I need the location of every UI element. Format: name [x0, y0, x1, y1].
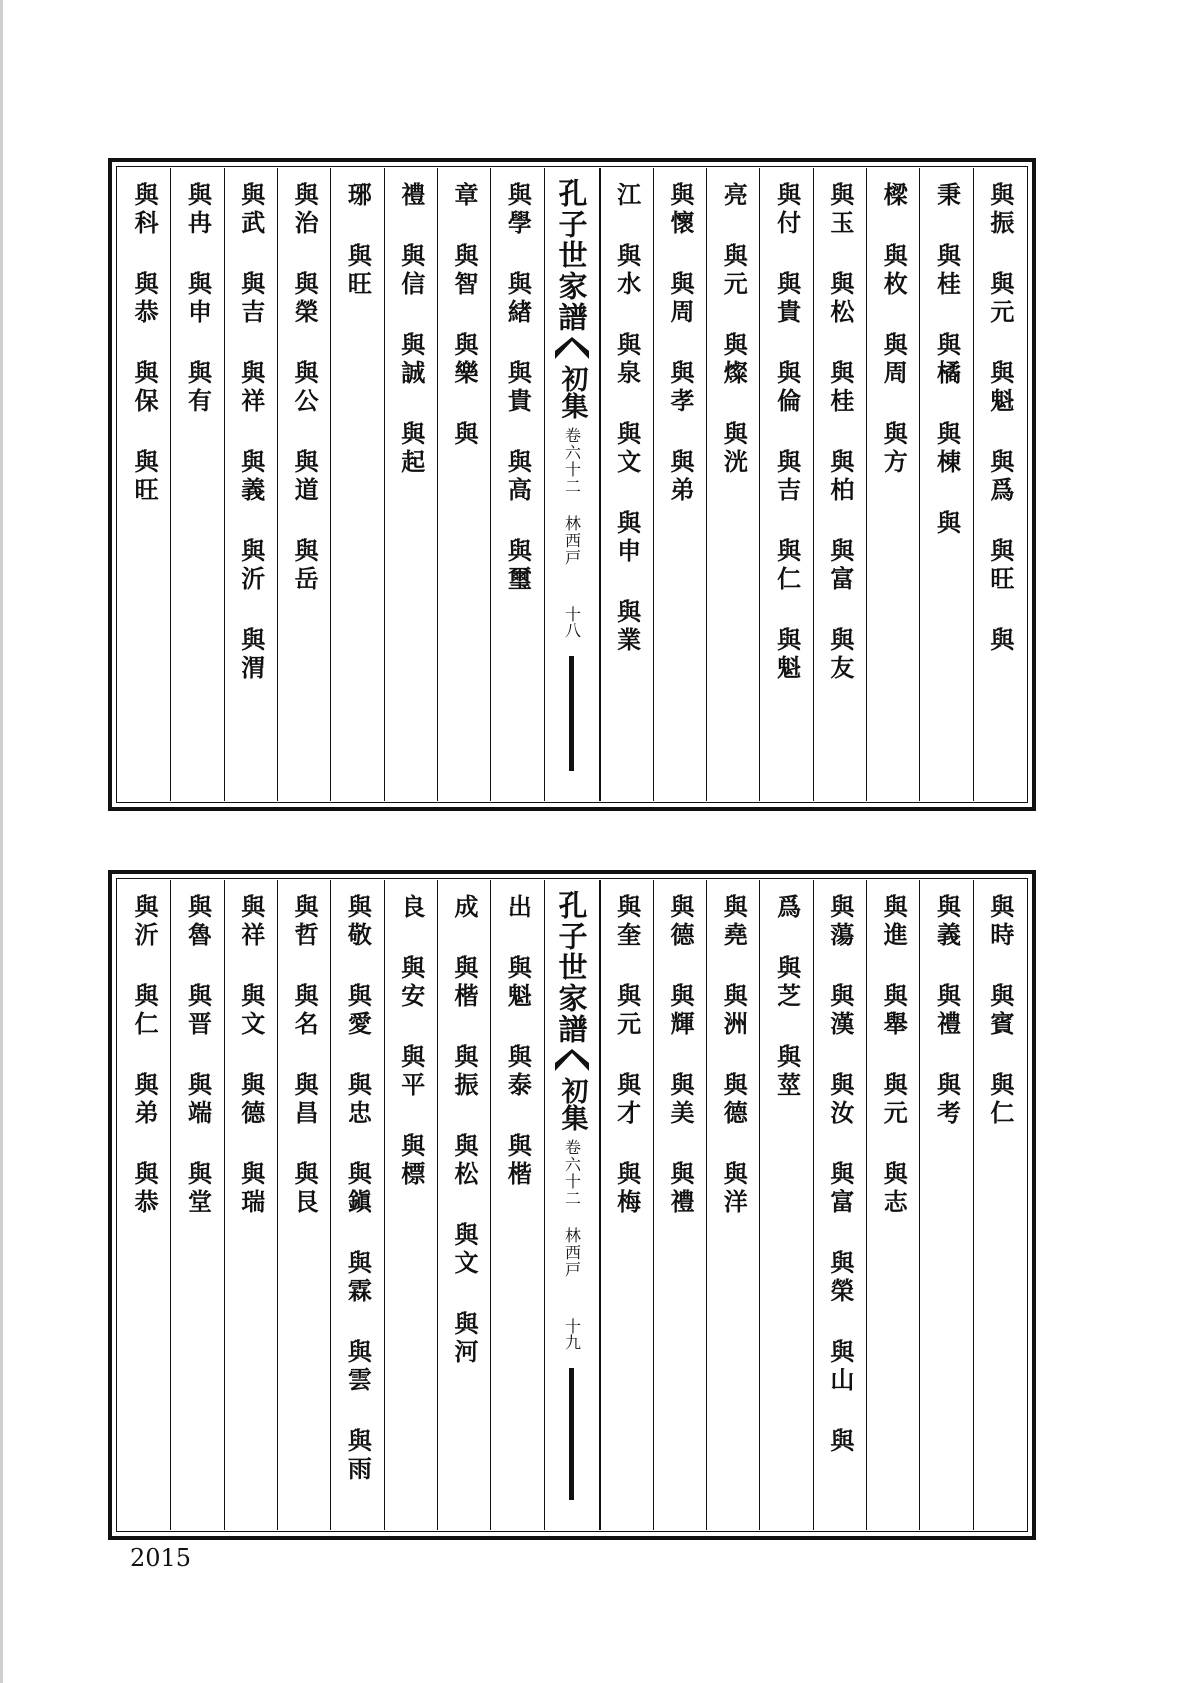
entry-text: 與學 與緖 與貴 與高 與璽 — [503, 182, 533, 594]
entry-text: 與玉 與松 與桂 與柏 與富 與友 — [825, 182, 855, 683]
entry-text: 與堯 與洲 與德 與洋 — [719, 894, 749, 1217]
bottom-right-col-7 — [653, 880, 706, 1530]
folio-number: 十八 — [562, 606, 582, 638]
top-left-col-4 — [330, 168, 383, 801]
fish-tail-mark-icon — [555, 1049, 589, 1071]
entry-text: 成 與楷 與振 與松 與文 與河 — [450, 894, 480, 1367]
entry-text: 與時 與賓 與仁 — [985, 894, 1015, 1128]
entry-text: 江 與水 與泉 與文 與申 與業 — [612, 182, 642, 655]
top-columns — [118, 168, 1026, 801]
bottom-right-col-3 — [866, 880, 919, 1530]
entry-text: 與敬 與愛 與忠 與鎭 與霖 與雲 與雨 — [343, 894, 373, 1484]
center-black-bar — [569, 656, 574, 771]
entry-text: 亮 與元 與燦 與洸 — [719, 182, 749, 477]
top-left-col-1 — [490, 168, 543, 801]
bottom-right-col-2 — [919, 880, 972, 1530]
entry-text: 琊 與旺 — [343, 182, 373, 299]
bottom-columns — [118, 880, 1026, 1530]
bottom-center-title-column — [544, 880, 600, 1530]
top-right-col-7 — [653, 168, 706, 801]
bottom-right-col-8 — [600, 880, 653, 1530]
entry-text: 與蕩 與漢 與汝 與富 與榮 與山 與 — [825, 894, 855, 1456]
page-number: 2015 — [130, 1544, 192, 1572]
bottom-right-col-1 — [973, 880, 1026, 1530]
entry-text: 與科 與恭 與保 與旺 — [130, 182, 160, 505]
bottom-left-col-5 — [277, 880, 330, 1530]
bottom-right-col-6 — [706, 880, 759, 1530]
top-right-col-5 — [759, 168, 812, 801]
collection-label: 初集 — [556, 1077, 588, 1131]
entry-text: 禮 與信 與誠 與起 — [396, 182, 426, 477]
top-genealogy-panel — [108, 158, 1036, 811]
entry-text: 爲 與芝 與莖 — [772, 894, 802, 1100]
page-edge — [0, 0, 3, 1683]
entry-text: 良 與安 與平 與標 — [396, 894, 426, 1189]
top-center-title-column — [544, 168, 600, 801]
bottom-left-col-8 — [118, 880, 170, 1530]
collection-label: 初集 — [556, 365, 588, 419]
fish-tail-mark-icon — [555, 337, 589, 359]
entry-text: 出 與魁 與泰 與楷 — [503, 894, 533, 1189]
entry-text: 與付 與貴 與倫 與吉 與仁 與魁 — [772, 182, 802, 683]
bottom-left-col-4 — [330, 880, 383, 1530]
entry-text: 與冉 與申 與有 — [183, 182, 213, 416]
top-left-col-2 — [437, 168, 490, 801]
folio-number: 十九 — [562, 1318, 582, 1350]
entry-text: 與義 與禮 與考 — [932, 894, 962, 1128]
entry-text: 秉 與桂 與橘 與棟 與 — [932, 182, 962, 538]
bottom-left-col-6 — [224, 880, 277, 1530]
top-right-col-1 — [973, 168, 1026, 801]
entry-text: 與治 與榮 與公 與道 與岳 — [290, 182, 320, 594]
top-left-col-6 — [224, 168, 277, 801]
book-title: 孔子世家譜 — [554, 178, 589, 333]
center-black-bar — [569, 1368, 574, 1500]
bottom-left-col-3 — [384, 880, 437, 1530]
entry-text: 與哲 與名 與昌 與艮 — [290, 894, 320, 1217]
book-title: 孔子世家譜 — [554, 890, 589, 1045]
entry-text: 與德 與輝 與美 與禮 — [665, 894, 695, 1217]
top-right-col-8 — [600, 168, 653, 801]
bottom-right-col-4 — [813, 880, 866, 1530]
entry-text: 與懷 與周 與孝 與弟 — [665, 182, 695, 505]
top-right-col-3 — [866, 168, 919, 801]
entry-text: 與奎 與元 與才 與梅 — [612, 894, 642, 1217]
volume-label: 卷六十二 林西戸 — [562, 427, 582, 566]
top-left-col-5 — [277, 168, 330, 801]
bottom-left-col-2 — [437, 880, 490, 1530]
entry-text: 與沂 與仁 與弟 與恭 — [130, 894, 160, 1217]
bottom-left-col-7 — [170, 880, 223, 1530]
entry-text: 與魯 與晋 與端 與堂 — [183, 894, 213, 1217]
volume-label: 卷六十二 林西戸 — [562, 1139, 582, 1278]
top-left-col-3 — [384, 168, 437, 801]
bottom-right-col-5 — [759, 880, 812, 1530]
entry-text: 與祥 與文 與德 與瑞 — [236, 894, 266, 1217]
entry-text: 樑 與枚 與周 與方 — [879, 182, 909, 477]
top-left-col-8 — [118, 168, 170, 801]
entry-text: 與武 與吉 與祥 與義 與沂 與渭 — [236, 182, 266, 683]
entry-text: 章 與智 與樂 與 — [450, 182, 480, 449]
top-right-col-6 — [706, 168, 759, 801]
entry-text: 與進 與舉 與元 與志 — [879, 894, 909, 1217]
top-right-col-2 — [919, 168, 972, 801]
top-right-col-4 — [813, 168, 866, 801]
top-left-col-7 — [170, 168, 223, 801]
bottom-left-col-1 — [490, 880, 543, 1530]
entry-text: 與振 與元 與魁 與爲 與旺 與 — [985, 182, 1015, 655]
bottom-genealogy-panel — [108, 870, 1036, 1540]
